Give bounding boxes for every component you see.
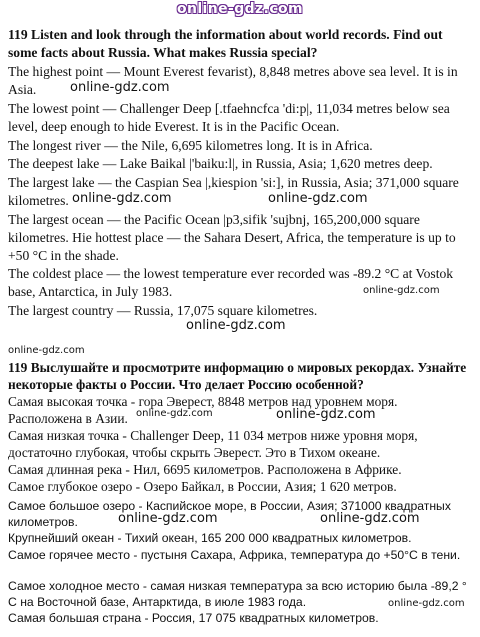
fact-deepest-lake-en: The deepest lake — Lake Baikal |'baiku:l|, in Russia, Asia; 1,620 metres deep.: [8, 156, 433, 171]
site-watermark: online-gdz.com: [186, 318, 286, 333]
russian-heading: 119 Выслушайте и просмотрите информацию о мировых рекордах. Узнайте некоторые факты о России. Что делает Россию особенной?: [8, 360, 467, 393]
site-watermark: online-gdz.com: [320, 511, 420, 526]
fact-highest-point-en: The highest point — Mount Everest fevarist), 8,848 metres above sea level. It is in Asia.: [8, 64, 458, 98]
fact-deepest-lake-ru: Самое глубокое озеро - Озеро Байкал, в России, Азия; 1 620 метров.: [8, 479, 397, 494]
site-watermark: online-gdz.com: [72, 191, 172, 206]
fact-coldest-place-en: The coldest place — the lowest temperature ever recorded was -89.2 °C at Vostok base, Antarctica, in July 1983.: [8, 266, 454, 300]
site-watermark: online-gdz.com: [70, 80, 170, 95]
fact-highest-point-ru: Самая высокая точка - гора Эверест, 8848 метров над уровнем моря. Расположена в Азии.: [8, 394, 398, 426]
fact-longest-river-en: The longest river — the Nile, 6,695 kilometres long. It is in Africa.: [8, 138, 373, 153]
fact-largest-lake-ru: Самое большое озеро - Каспийское море, в России, Азия; 371000 квадратных километров.: [8, 499, 451, 529]
fact-largest-ocean-en: The largest ocean — the Pacific Ocean |p3,sifik 'sujbnj, 165,200,000 square kilometres. Hie hottest place — the Sahara Desert, Africa, the temperature is up to +50 °C in the shade.: [8, 212, 456, 264]
site-watermark: online-gdz.com: [8, 345, 85, 356]
fact-largest-country-ru: Самая большая страна - Россия, 17 075 квадратных километров.: [8, 611, 379, 625]
site-watermark: online-gdz.com: [276, 407, 376, 422]
fact-lowest-point-en: The lowest point — Challenger Deep [.tfaehncfca 'di:p|, 11,034 metres below sea level, deep enough to hide Everest. It is in the Pacific Ocean.: [8, 101, 450, 135]
fact-largest-ocean-ru: Крупнейший океан - Тихий океан, 165 200 000 квадратных километров.: [8, 531, 412, 545]
fact-coldest-place-ru: Самое холодное место - самая низкая температура за всю историю была -89,2 ° C на Восточной базе, Антарктида, в июле 1983 года.: [8, 579, 467, 609]
fact-largest-country-en: The largest country — Russia, 17,075 square kilometres.: [8, 303, 318, 318]
site-watermark-top: online-gdz.com: [176, 1, 304, 17]
site-watermark: online-gdz.com: [268, 191, 368, 206]
site-watermark: online-gdz.com: [136, 408, 213, 419]
fact-lowest-point-ru: Самая низкая точка - Challenger Deep, 11 034 метров ниже уровня моря, достаточно глубокая, чтобы скрыть Эверест. Это в Тихом океане.: [8, 428, 418, 460]
site-watermark: online-gdz.com: [118, 511, 218, 526]
site-watermark: online-gdz.com: [363, 285, 440, 296]
fact-longest-river-ru: Самая длинная река - Нил, 6695 километров. Расположена в Африке.: [8, 462, 402, 477]
english-heading: 119 Listen and look through the information about world records. Find out some facts about Russia. What makes Russia special?: [8, 27, 443, 60]
site-watermark: online-gdz.com: [388, 598, 465, 609]
fact-hottest-place-ru: Самое горячее место - пустыня Сахара, Африка, температура до +50°C в тени.: [8, 548, 461, 562]
fact-largest-lake-en: The largest lake — the Caspian Sea |,kiespion 'si:], in Russia, Asia; 371,000 square kilometres.: [8, 175, 459, 209]
